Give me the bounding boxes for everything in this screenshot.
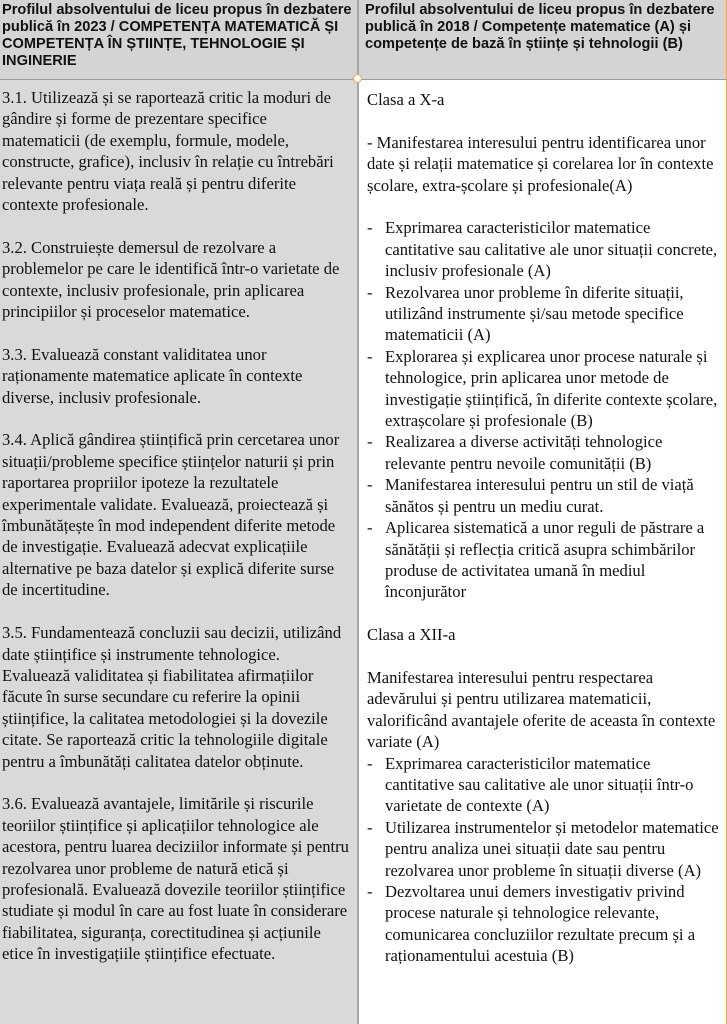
list-item: - Aplicarea sistematică a unor reguli de păstrare a sănătății și reflecția critică asupra schimbărilor produse de activitatea umană în mediul înconjurător — [367, 517, 720, 603]
list-item: - Utilizarea instrumentelor și metodelor matematice pentru analiza unei situații date sau pentru rezolvarea unor probleme în situații diverse (A) — [367, 817, 720, 881]
class-x-list — [367, 217, 720, 602]
class-xii-intro: Manifestarea interesului pentru respectarea adevărului și pentru utilizarea matematicii, valorificând avantajele oferite de aceasta în contexte variate (A) — [367, 667, 716, 752]
list-item: - Explorarea și explicarea unor procese naturale și tehnologice, prin aplicarea unor metode de investigație științifică, în diferite contexte școlare, extrașcolare și profesionale (B) — [367, 346, 720, 432]
competence-3-4: 3.4. Aplică gândirea științifică prin cercetarea unor situații/probleme specifice științelor naturii și prin raportarea propriilor ipoteze la rezultatele experimentale validate. Evaluează, proiectează și îmbunătățește în mod independent diferite metode de investigație. Evaluează adecvat explicațiile alternative pe baza datelor și explică diferite surse de incertitudine. — [2, 430, 340, 600]
header-2018-profile: Profilul absolventului de liceu propus în dezbatere publică în 2018 / Competențe matematice (A) și competențe de bază în științe și tehnologii (B) — [359, 0, 727, 80]
list-item: - Manifestarea interesului pentru un stil de viață sănătos și pentru un mediu curat. — [367, 474, 720, 517]
competence-3-6: 3.6. Evaluează avantajele, limitările și riscurile teoriilor științifice și aplicațiilor tehnologice ale acestora, pentru luarea deciziilor informate și pentru rezolvarea unor probleme de natură etică și profesională. Evaluează dovezile teoriilor științifice studiate și modul în care au fost luate în considerare fiabilitatea, siguranța, corectitudinea și acțiunile etice în investigațiile științifice efectuate. — [2, 794, 349, 964]
competence-3-3: 3.3. Evaluează constant validitatea unor raționamente matematice aplicate în contexte diverse, inclusiv profesionale. — [2, 344, 303, 407]
competence-3-5: 3.5. Fundamentează concluzii sau decizii, utilizând date științifice și instrumente tehnologice. Evaluează validitatea și fiabilitatea afirmațiilor făcute în surse secundare cu referire la opinii științifice, la calitatea metodologiei și la dovezile citate. Se raportează critic la tehnologiile digitale pentru a îmbunătăți calitatea datelor obținute. — [2, 623, 342, 771]
class-xii-title: Clasa a XII-a — [367, 625, 456, 645]
list-item: - Rezolvarea unor probleme în diferite situații, utilizând instrumente și/sau metode specifice matematicii (A) — [367, 282, 720, 346]
competences-2023-column — [0, 80, 359, 1024]
competence-3-1: 3.1. Utilizează și se raportează critic la moduri de gândire și forme de prezentare specifice matematicii (de exemplu, formule, modele, constructe, grafice), inclusiv în relație cu întrebări relevante pentru viața reală și pentru diferite contexte profesionale. — [2, 88, 334, 215]
class-xii-list — [367, 753, 720, 967]
list-item: - Dezvoltarea unui demers investigativ privind procese naturale și tehnologice relevante, comunicarea concluziilor rezultate precum și a raționamentului acestuia (B) — [367, 881, 720, 967]
list-item: - Exprimarea caracteristicilor matematice cantitative sau calitative ale unor situații într-o varietate de contexte (A) — [367, 753, 720, 817]
class-x-title: Clasa a X-a — [367, 90, 445, 109]
class-x-intro: - Manifestarea interesului pentru identificarea unor date și relații matematice și corelarea lor în contexte școlare, extra-școlare și profesionale(A) — [367, 132, 714, 195]
list-item: - Exprimarea caracteristicilor matematice cantitative sau calitative ale unor situații concrete, inclusiv profesionale (A) — [367, 217, 720, 281]
competence-3-2: 3.2. Construiește demersul de rezolvare a problemelor pe care le identifică într-o varietate de contexte, inclusiv profesionale, prin aplicarea principiilor și proceselor matematice. — [2, 237, 340, 322]
header-2023-profile: Profilul absolventului de liceu propus în dezbatere publică în 2023 / COMPETENȚA MATEMATICĂ ȘI COMPETENȚA ÎN ȘTIINȚE, TEHNOLOGIE ȘI INGINERIE — [0, 0, 359, 80]
list-item: - Realizarea a diverse activități tehnologice relevante pentru nevoile comunității (B) — [367, 431, 720, 474]
column-resize-handle[interactable] — [353, 74, 362, 83]
competences-2018-column — [359, 80, 727, 1024]
